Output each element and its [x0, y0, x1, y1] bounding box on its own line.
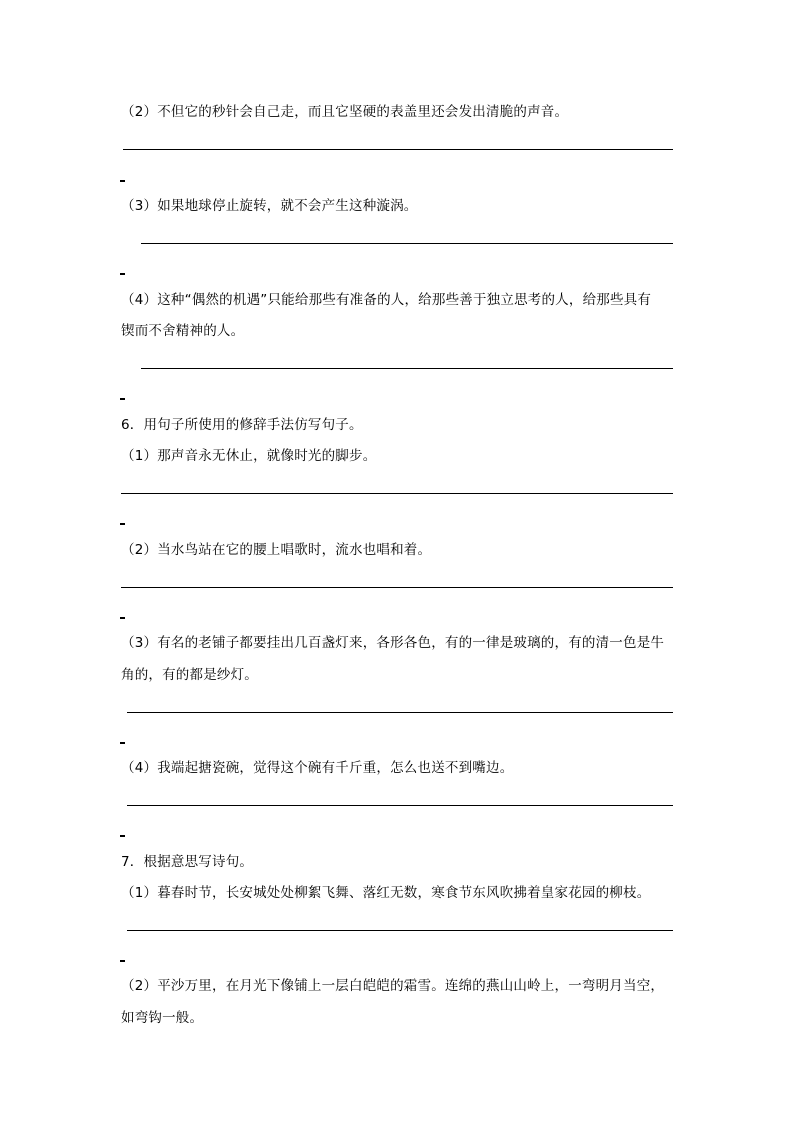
- paragraph-mark: [120, 273, 125, 275]
- question-7-2-text-cont: 如弯钩一般。: [121, 1010, 204, 1026]
- question-7-heading: 7．根据意思写诗句。: [121, 854, 254, 870]
- paragraph-mark: [120, 960, 125, 962]
- question-5-3-text: （3）如果地球停止旋转，就不会产生这种漩涡。: [121, 198, 418, 214]
- answer-line-6-2[interactable]: [121, 587, 673, 588]
- question-5-4-text-cont: 锲而不舍精神的人。: [121, 323, 245, 339]
- paragraph-mark: [120, 835, 125, 837]
- question-6-2-text: （2）当水鸟站在它的腰上唱歌时，流水也唱和着。: [121, 542, 432, 558]
- paragraph-mark: [120, 180, 125, 182]
- answer-line-6-4[interactable]: [127, 805, 673, 806]
- paragraph-mark: [120, 617, 125, 619]
- question-7-1-text: （1）暮春时节，长安城处处柳絮飞舞、落红无数，寒食节东风吹拂着皇家花园的柳枝。: [121, 885, 651, 901]
- paragraph-mark: [120, 523, 125, 525]
- answer-line-6-3[interactable]: [127, 712, 673, 713]
- question-6-3-text: （3）有名的老铺子都要挂出几百盏灯来，各形各色，有的一律是玻璃的，有的清一色是牛: [121, 635, 665, 651]
- answer-line-7-1[interactable]: [127, 930, 673, 931]
- paragraph-mark: [120, 398, 125, 400]
- question-6-3-text-cont: 角的，有的都是纱灯。: [121, 667, 258, 683]
- question-6-4-text: （4）我端起搪瓷碗，觉得这个碗有千斤重，怎么也送不到嘴边。: [121, 760, 514, 776]
- question-6-1-text: （1）那声音永无休止，就像时光的脚步。: [121, 448, 377, 464]
- answer-line-5-4[interactable]: [141, 368, 673, 369]
- question-5-4-text: （4）这种“偶然的机遇”只能给那些有准备的人，给那些善于独立思考的人，给那些具有: [121, 292, 652, 308]
- question-5-2-text: （2）不但它的秒针会自己走，而且它坚硬的表盖里还会发出清脆的声音。: [121, 104, 569, 120]
- question-7-2-text: （2）平沙万里，在月光下像铺上一层白皑皑的霜雪。连绵的燕山山岭上，一弯明月当空，: [121, 978, 665, 994]
- answer-line-5-3[interactable]: [141, 243, 673, 244]
- paragraph-mark: [120, 742, 125, 744]
- answer-line-6-1[interactable]: [121, 493, 673, 494]
- answer-line-5-2[interactable]: [123, 149, 673, 150]
- question-6-heading: 6．用句子所使用的修辞手法仿写句子。: [121, 417, 363, 433]
